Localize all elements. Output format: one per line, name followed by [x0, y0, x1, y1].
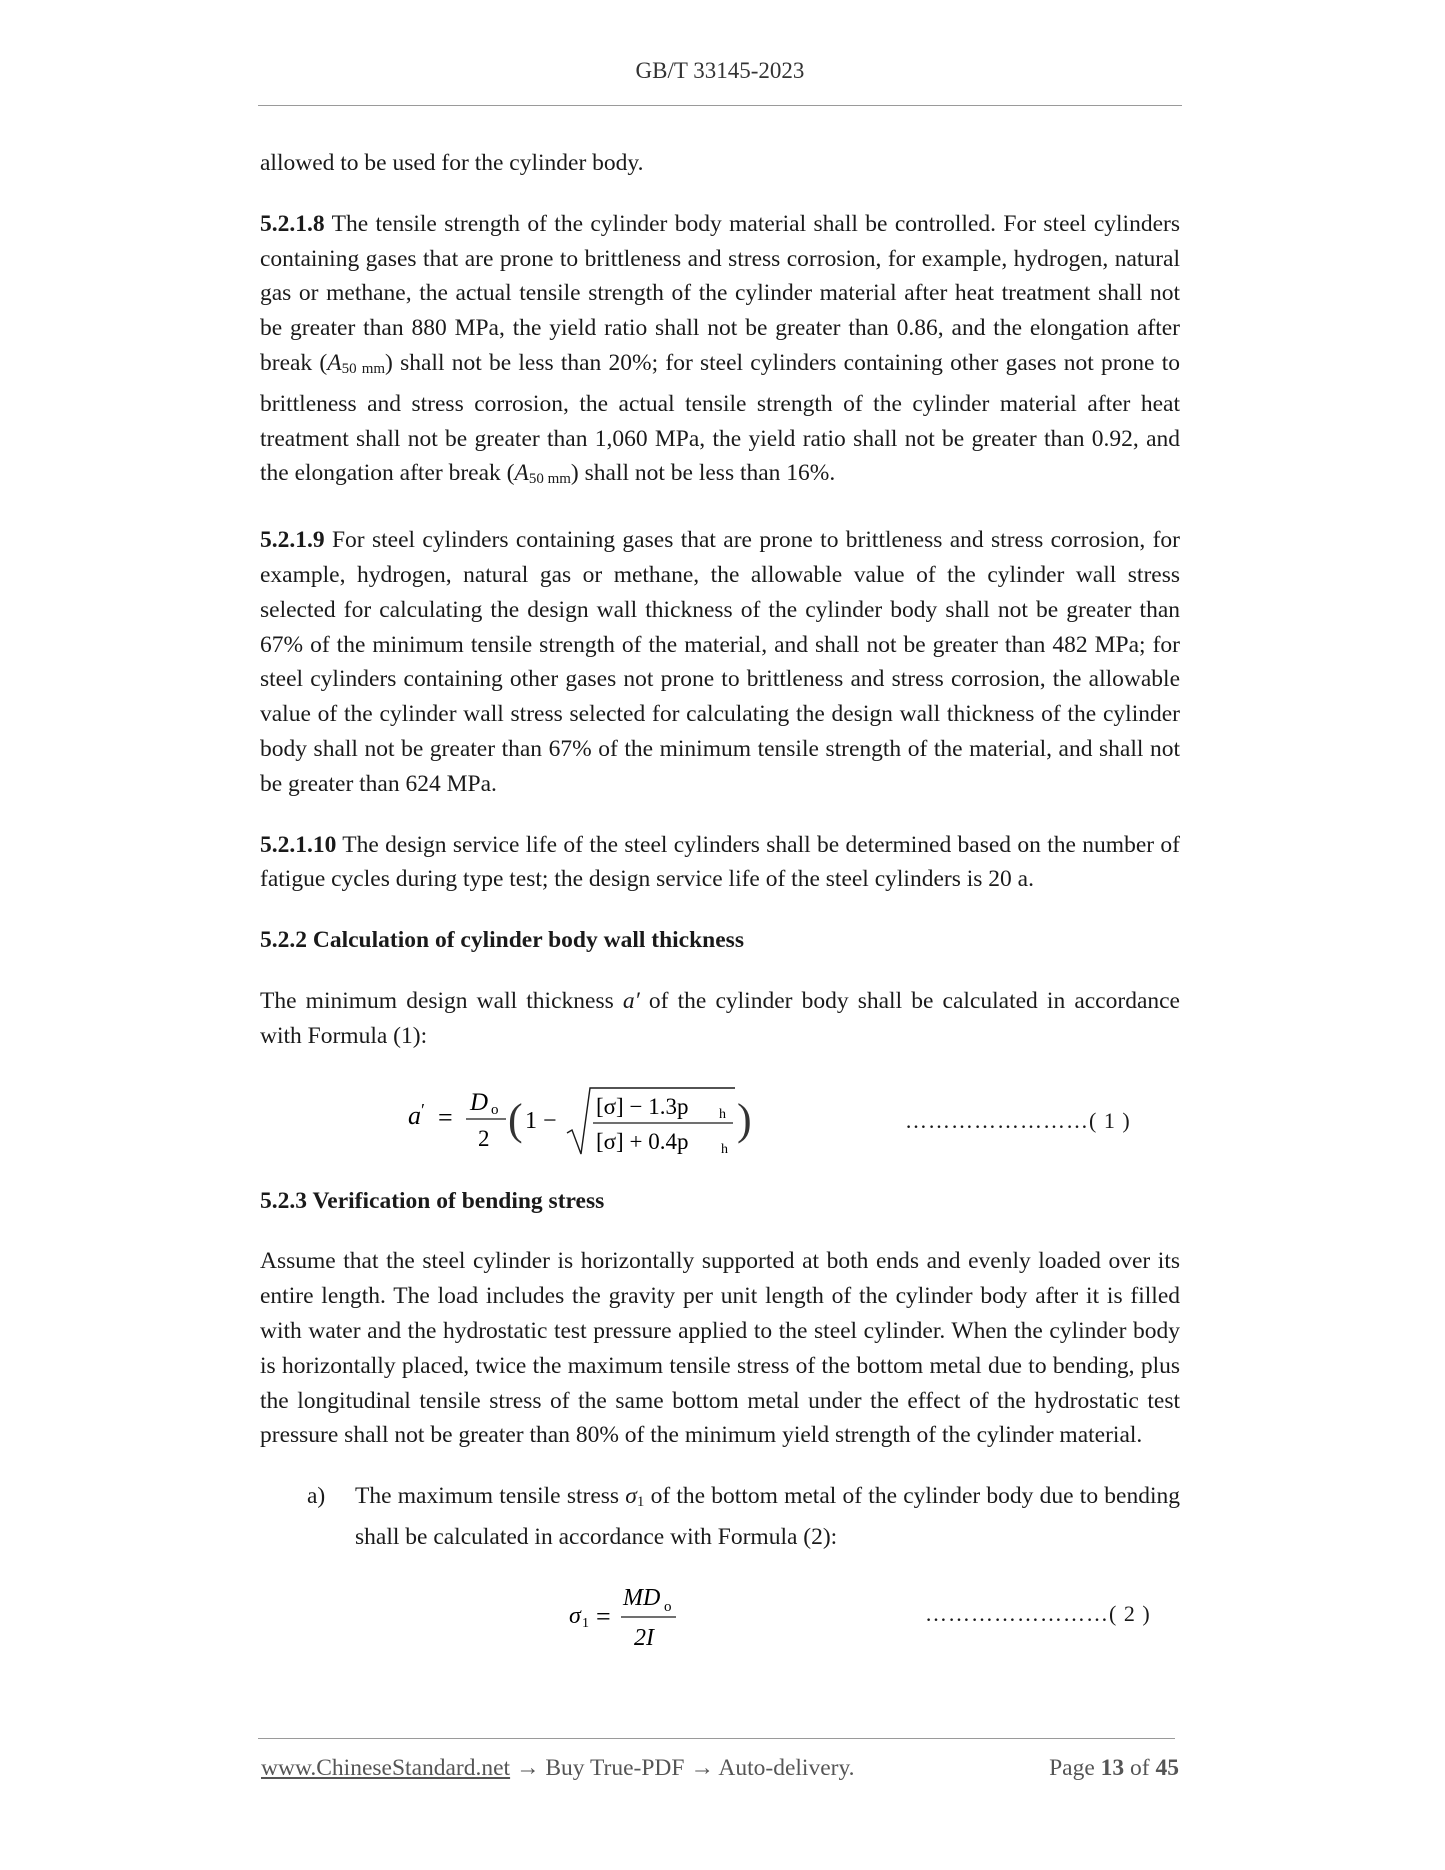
paragraph-text: The minimum design wall thickness [260, 987, 623, 1014]
clause-text: ) shall not be less than 16%. [570, 460, 836, 487]
page-indicator [1049, 1755, 1179, 1782]
list-item-a [260, 1479, 1180, 1555]
formula-1-number: ……………………( 1 ) [905, 1107, 1131, 1133]
formula-d: D [470, 1088, 489, 1116]
page-content [260, 146, 1180, 1655]
left-paren: ( [508, 1094, 523, 1144]
doc-code: GB/T 33145-2023 [635, 58, 805, 83]
formula-denominator: 2 [478, 1125, 490, 1151]
formula-prime: ′ [421, 1099, 425, 1120]
list-marker: a) [307, 1483, 326, 1510]
subscript: 1 [636, 1494, 645, 1511]
clause-number: 5.2.1.10 [260, 831, 337, 858]
section-heading-5-2-3 [260, 1184, 1180, 1219]
formula-2-number: ……………………( 2 ) [925, 1600, 1151, 1626]
clause-5-2-1-9 [260, 523, 1180, 801]
footer-left [261, 1755, 855, 1782]
section-heading-5-2-2 [260, 923, 1180, 958]
paragraph-continuation [260, 146, 1180, 181]
clause-text: For steel cylinders containing gases that are prone to brittleness and stress corrosion, for example, hydrogen, natural gas or methane, the allowable value of the cylinder wall stress selected for calculating the design wall thickness of the cylinder body shall not be greater than 67% of the minimum tensile strength of the material, and shall not be greater than 482 MPa; for steel cylinders containing other gases not prone to brittleness and stress corrosion, the allowable value of the cylinder wall stress selected for calculating the design wall thickness of the cylinder body shall not be greater than 67% of the minimum tensile strength of the material, and shall not be greater than 624 MPa. [260, 527, 1180, 797]
total-pages: 45 [1155, 1755, 1179, 1781]
symbol-a-prime: a′ [622, 987, 640, 1014]
paragraph-text: The maximum tensile stress [355, 1483, 626, 1510]
footer-rule [258, 1738, 1175, 1739]
root-num-sub: h [719, 1106, 726, 1122]
formula-intro [260, 984, 1180, 1054]
list-item-text [355, 1479, 1180, 1555]
page-number: 13 [1100, 1755, 1125, 1781]
formula-lhs: a [408, 1100, 421, 1130]
formula-num-sub: o [664, 1598, 672, 1615]
formula-equals: = [438, 1102, 453, 1132]
formula-one-minus: 1 − [525, 1107, 557, 1134]
header-rule [258, 105, 1182, 106]
paragraph-text: of the bottom metal of the cylinder body due to bending shall be calculated in accordance with Formula (2): [355, 1483, 1180, 1550]
bending-paragraph [260, 1244, 1180, 1453]
root-denominator: [σ] + 0.4p [596, 1128, 689, 1154]
symbol-a: A [327, 349, 342, 376]
root-den-sub: h [721, 1141, 728, 1157]
root-numerator: [σ] − 1.3p [596, 1093, 689, 1119]
formula-numerator: MD [623, 1584, 661, 1611]
formula-lhs-sub: 1 [582, 1615, 589, 1631]
symbol-a: A [514, 460, 529, 487]
clause-number: 5.2.1.9 [260, 527, 325, 554]
subscript: 50 mm [528, 471, 571, 488]
clause-text: The design service life of the steel cylinders shall be determined based on the number of fatigue cycles during type test; the design service life of the steel cylinders is 20 a. [260, 831, 1180, 893]
clause-text: ) shall not be less than 20%; for steel cylinders containing other gases not prone to brittleness and stress corrosion, the actual tensile strength of the cylinder material after heat treatment shall not be greater than 1,060 MPa, the yield ratio shall not be greater than 0.92, and the elongation after break ( [260, 349, 1180, 487]
website-link[interactable]: www.ChineseStandard.net [261, 1755, 511, 1781]
clause-5-2-1-8 [260, 207, 1180, 497]
heading-text: 5.2.3 Verification of bending stress [260, 1187, 605, 1214]
subscript: 50 mm [341, 360, 386, 377]
clause-5-2-1-10 [260, 828, 1180, 898]
formula-denominator: 2I [634, 1624, 654, 1651]
formula-d-sub: o [491, 1101, 499, 1118]
clause-number: 5.2.1.8 [260, 210, 325, 237]
formula-1 [260, 1076, 1180, 1162]
right-paren: ) [737, 1094, 752, 1144]
formula-lhs: σ [569, 1602, 581, 1629]
heading-text: 5.2.2 Calculation of cylinder body wall thickness [260, 927, 744, 954]
page-word: Page [1049, 1755, 1095, 1781]
clause-text: The tensile strength of the cylinder body material shall be controlled. For steel cylinders containing gases that are prone to brittleness and stress corrosion, for example, hydrogen, natural gas or methane, the actual tensile strength of the cylinder material after heat treatment shall not be greater than 880 MPa, the yield ratio shall not be greater than 0.86, and the elongation after break ( [260, 210, 1180, 376]
paragraph-text: of the cylinder body shall be calculated in accordance with Formula (1): [260, 987, 1180, 1049]
of-word: of [1130, 1755, 1150, 1781]
footer-promo: → Buy True-PDF → Auto-delivery. [510, 1755, 855, 1781]
formula-equals: = [596, 1601, 611, 1631]
page-header [258, 58, 1182, 84]
formula-2 [260, 1575, 1180, 1655]
symbol-sigma: σ [625, 1483, 637, 1510]
paragraph-text: Assume that the steel cylinder is horizontally supported at both ends and evenly loaded over its entire length. The load includes the gravity per unit length of the cylinder body after it is filled with water and the hydrostatic test pressure applied to the steel cylinder. When the cylinder body is horizontally placed, twice the maximum tensile stress of the bottom metal due to bending, plus the longitudinal tensile stress of the same bottom metal under the effect of the hydrostatic test pressure shall not be greater than 80% of the minimum yield strength of the cylinder material. [260, 1248, 1180, 1449]
paragraph-text: allowed to be used for the cylinder body. [260, 150, 644, 176]
